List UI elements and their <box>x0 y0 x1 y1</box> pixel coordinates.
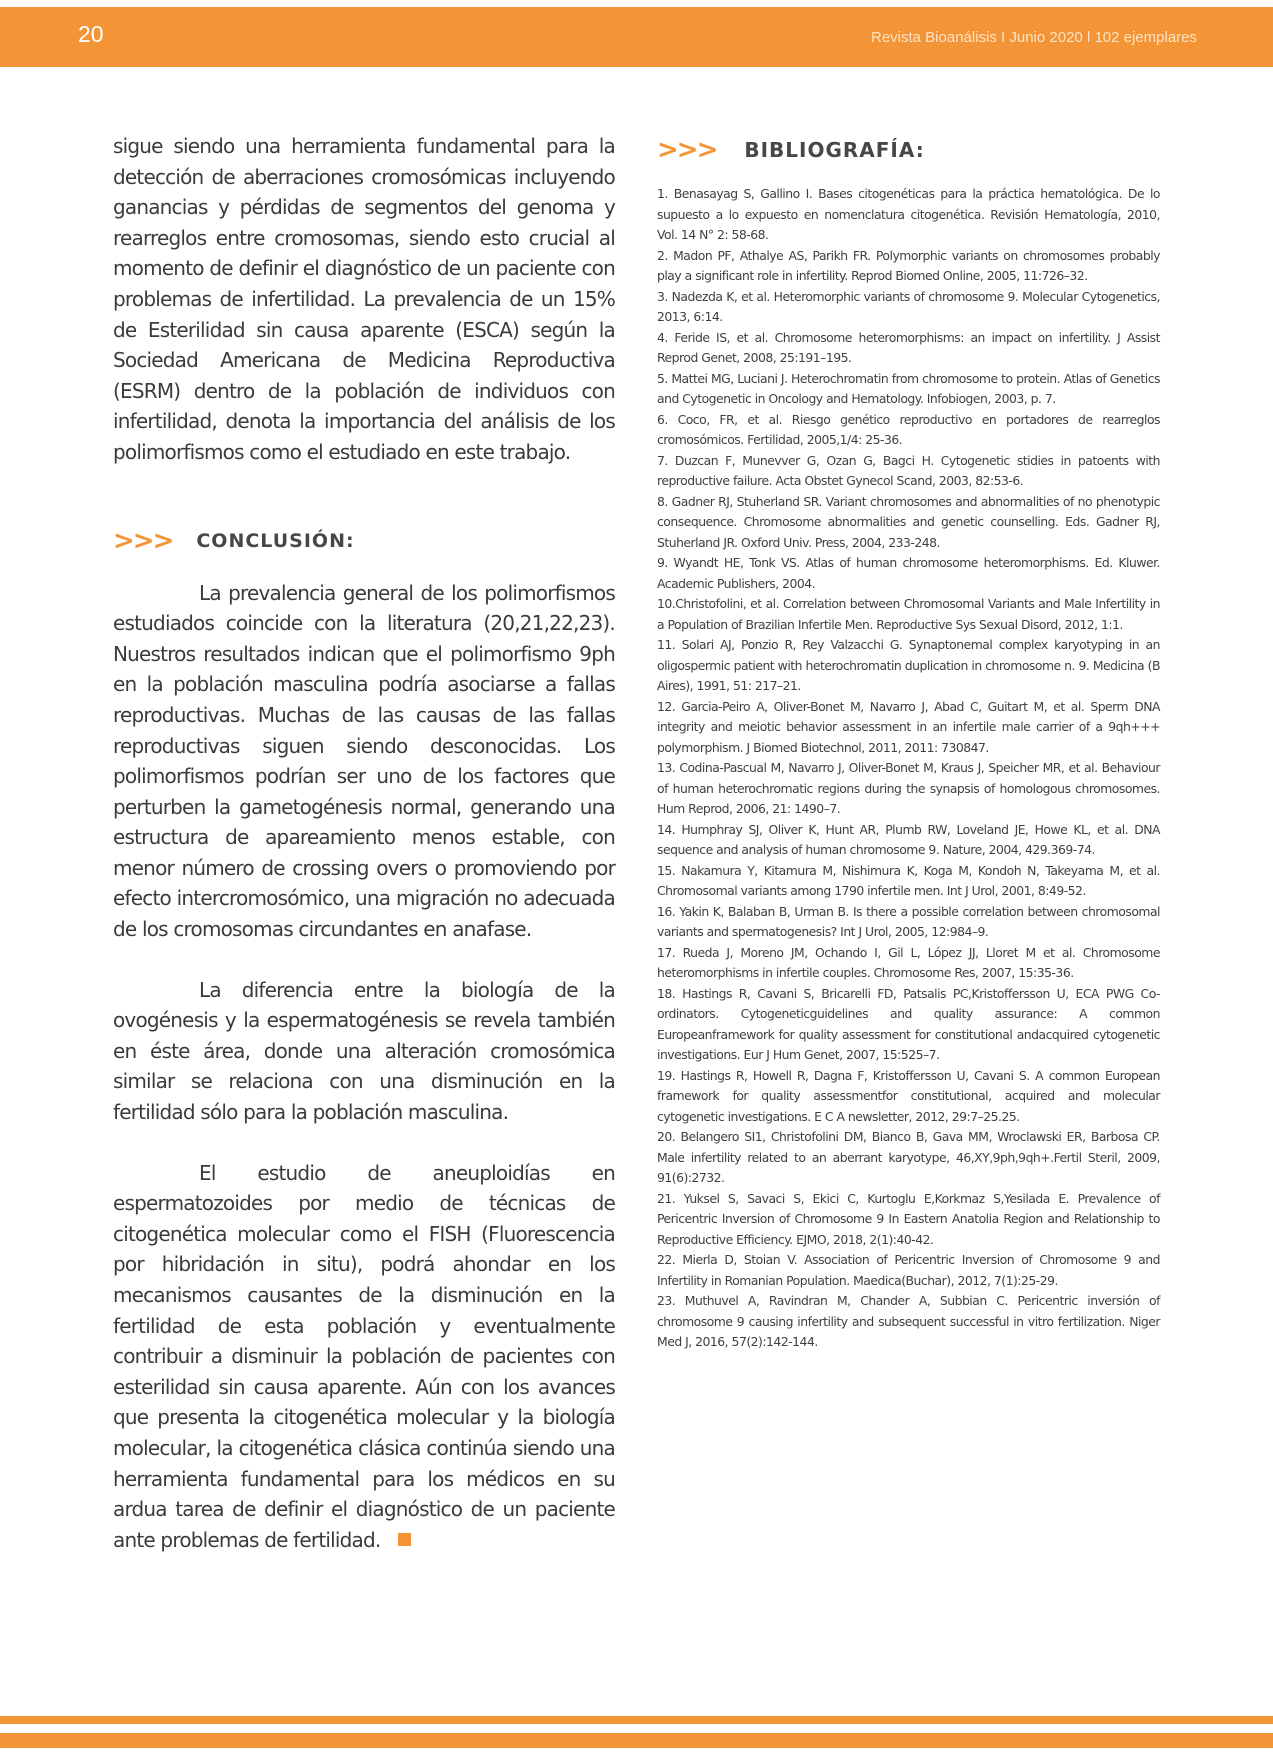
reference-item: 6. Coco, FR, et al. Riesgo genético reproductivo en portadores de rearreglos cromosómicos. Fertilidad, 2005,1/4: 25-36. <box>657 411 1160 447</box>
conclusion-title: CONCLUSIÓN: <box>196 530 355 553</box>
chevron-marker-icon: >>> <box>113 526 173 557</box>
reference-item: 18. Hastings R, Cavani S, Bricarelli FD, Patsalis PC,Kristoffersson U, ECA PWG Co-ordinators. Cytogeneticguidelines and quality assurance: A common Europeanframework for quality assessment for constitutional andacquired cytogenetic investigations. Eur J Hum Genet, 2007, 15:525–7. <box>657 985 1160 1062</box>
bibliography-title: BIBLIOGRAFÍA: <box>744 138 925 162</box>
reference-item: 19. Hastings R, Howell R, Dagna F, Kristoffersson U, Cavani S. A common European framework for quality assessmentfor constitutional, acquired and molecular cytogenetic investigations. E C A newsletter, 2012, 29:7–25.25. <box>657 1067 1160 1124</box>
page-number: 20 <box>78 21 104 47</box>
reference-item: 14. Humphray SJ, Oliver K, Hunt AR, Plumb RW, Loveland JE, Howe KL, et al. DNA sequence and analysis of human chromosome 9. Nature, 2004, 429.369-74. <box>657 821 1160 857</box>
reference-item: 7. Duzcan F, Munevver G, Ozan G, Bagci H. Cytogenetic stidies in patoents with reproductive failure. Acta Obstet Gynecol Scand, 2003, 82:53-6. <box>657 452 1160 488</box>
footer-stripe-thick <box>0 1733 1273 1748</box>
chevron-marker-icon: >>> <box>657 135 717 165</box>
bibliography-heading <box>657 132 1160 168</box>
reference-item: 22. Mierla D, Stoian V. Association of Pericentric Inversion of Chromosome 9 and Infertility in Romanian Population. Maedica(Buchar), 2012, 7(1):25-29. <box>657 1252 1160 1288</box>
reference-item: 23. Muthuvel A, Ravindran M, Chander A, Subbian C. Pericentric inversión of chromosome 9 causing infertility and subsequent successful in vitro fertilization. Niger Med J, 2016, 57(2):142-144. <box>657 1293 1160 1349</box>
left-column <box>113 131 615 1555</box>
right-column <box>657 132 1160 1353</box>
reference-item: 2. Madon PF, Athalye AS, Parikh FR. Polymorphic variants on chromosomes probably play a significant role in infertility. Reprod Biomed Online, 2005, 11:726–32. <box>657 247 1160 283</box>
reference-item: 20. Belangero SI1, Christofolini DM, Bianco B, Gava MM, Wroclawski ER, Barbosa CP. Male infertility related to an aberrant karyotype, 46,XY,9ph,9qh+.Fertil Steril, 2009, 91(6):2732. <box>657 1129 1160 1185</box>
reference-item: 1. Benasayag S, Gallino I. Bases citogenéticas para la práctica hematológica. De lo supuesto a lo expuesto en nomenclatura citogenética. Revisión Hematología, 2010, Vol. 14 N° 2: 58-68. <box>657 186 1160 242</box>
reference-item: 11. Solari AJ, Ponzio R, Rey Valzacchi G. Synaptonemal complex karyotyping in an oligospermic patient with heterochromatin duplication in chromosome n. 9. Medicina (B Aires), 1991, 51: 217–21. <box>657 637 1160 693</box>
reference-item: 17. Rueda J, Moreno JM, Ochando I, Gil L, López JJ, Lloret M et al. Chromosome heteromorphisms in infertile couples. Chromosome Res, 2007, 15:35-36. <box>657 944 1160 980</box>
reference-item: 21. Yuksel S, Savaci S, Ekici C, Kurtoglu E,Korkmaz S,Yesilada E. Prevalence of Pericentric Inversion of Chromosome 9 In Eastern Anatolia Region and Relationship to Reproductive Efficiency. EJMO, 2018, 2(1):40-42. <box>657 1190 1160 1247</box>
intro-paragraph: sigue siendo una herramienta fundamental para la detección de aberraciones cromosómicas incluyendo ganancias y pérdidas de segmentos del genoma y rearreglos entre cromosomas, siendo esto crucial al momento de definir el diagnóstico de un paciente con problemas de infertilidad. La prevalencia de un 15% de Esterilidad sin causa aparente (ESCA) según la Sociedad Americana de Medicina Reproductiva (ESRM) dentro de la población de individuos con infertilidad, denota la importancia del análisis de los polimorfismos como el estudiado en este trabajo. <box>113 134 615 464</box>
reference-item: 12. Garcia-Peiro A, Oliver-Bonet M, Navarro J, Abad C, Guitart M, et al. Sperm DNA integrity and meiotic behavior assessment in an infertile male carrier of a 9qh+++ polymorphism. J Biomed Biotechnol, 2011, 2011: 730847. <box>657 698 1160 755</box>
reference-item: 15. Nakamura Y, Kitamura M, Nishimura K, Koga M, Kondoh N, Takeyama M, et al. Chromosomal variants among 1790 infertile men. Int J Urol, 2001, 8:49-52. <box>657 862 1160 898</box>
conclusion-paragraph-3-text: El estudio de aneuploidías en espermatozoides por medio de técnicas de citogenética molecular como el FISH (Fluorescencia por hibridación in situ), podrá ahondar en los mecanismos causantes de la disminución en la fertilidad de esta población y eventualmente contribuir a disminuir la población de pacientes con esterilidad sin causa aparente. Aún con los avances que presenta la citogenética molecular y la biología molecular, la citogenética clásica continúa siendo una herramienta fundamental para los médicos en su ardua tarea de definir el diagnóstico de un paciente ante problemas de fertilidad. <box>113 1160 615 1552</box>
end-mark-icon <box>398 1533 411 1546</box>
reference-item: 5. Mattei MG, Luciani J. Heterochromatin from chromosome to protein. Atlas of Genetics and Cytogenetic in Oncology and Hematology. Infobiogen, 2003, p. 7. <box>657 370 1160 406</box>
footer-stripe-thin <box>0 1716 1273 1724</box>
reference-item: 16. Yakin K, Balaban B, Urman B. Is there a possible correlation between chromosomal variants and spermatogenesis? Int J Urol, 2005, 12:984–9. <box>657 903 1160 939</box>
reference-item: 13. Codina-Pascual M, Navarro J, Oliver-Bonet M, Kraus J, Speicher MR, et al. Behaviour of human heterochromatic regions during the synapsis of homologous chromosomes. Hum Reprod, 2006, 21: 1490–7. <box>657 760 1160 816</box>
conclusion-paragraph-1: La prevalencia general de los polimorfismos estudiados coincide con la literatura (20,21,22,23). Nuestros resultados indican que el polimorfismo 9ph en la población masculina podría asociarse a fallas reproductivas. Muchas de las causas de las fallas reproductivas siguen siendo desconocidas. Los polimorfismos podrían ser uno de los factores que perturben la gametogénesis normal, generando una estructura de apareamiento menos estable, con menor número de crossing overs o promoviendo por efecto intercromosómico, una migración no adecuada de los cromosomas circundantes en anafase. <box>113 580 615 942</box>
reference-item: 8. Gadner RJ, Stuherland SR. Variant chromosomes and abnormalities of no phenotypic consequence. Chromosome abnormalities and genetic counselling. Eds. Gadner RJ, Stuherland JR. Oxford Univ. Press, 2004, 233-248. <box>657 493 1160 550</box>
reference-item: 9. Wyandt HE, Tonk VS. Atlas of human chromosome heteromorphisms. Ed. Kluwer. Academic Publishers, 2004. <box>657 555 1160 591</box>
reference-item: 10.Christofolini, et al. Correlation between Chromosomal Variants and Male Infertility in a Population of Brazilian Infertile Men. Reproductive Sys Sexual Disord, 2012, 1:1. <box>657 596 1160 632</box>
page-header <box>0 7 1273 67</box>
conclusion-paragraph-2: La diferencia entre la biología de la ovogénesis y la espermatogénesis se revela también en éste área, donde una alteración cromosómica similar se relaciona con una disminución en la fertilidad sólo para la población masculina. <box>113 977 615 1125</box>
reference-item: 3. Nadezda K, et al. Heteromorphic variants of chromosome 9. Molecular Cytogenetics, 2013, 6:14. <box>657 288 1160 324</box>
magazine-info: Revista Bioanálisis I Junio 2020 l 102 ejemplares <box>870 29 1197 46</box>
conclusion-paragraph-3 <box>113 1158 615 1556</box>
reference-item: 4. Feride IS, et al. Chromosome heteromorphisms: an impact on infertility. J Assist Reprod Genet, 2008, 25:191–195. <box>657 329 1160 365</box>
conclusion-heading <box>113 524 615 560</box>
reference-list <box>657 184 1160 1353</box>
